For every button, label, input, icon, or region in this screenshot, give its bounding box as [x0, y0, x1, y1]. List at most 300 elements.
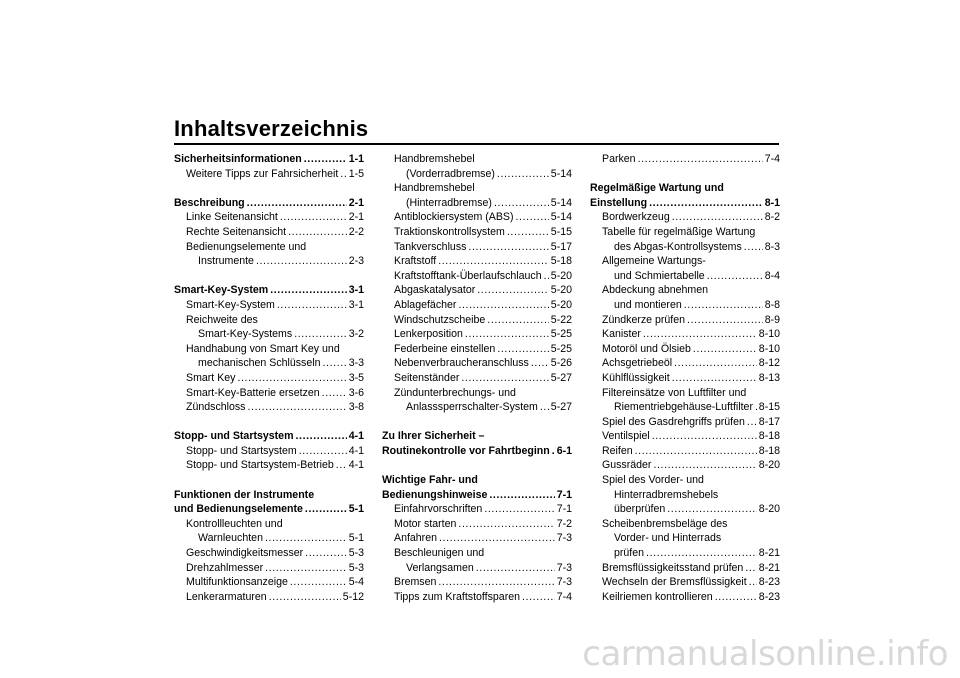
toc-entry[interactable]: [382, 181, 572, 196]
toc-entry-title: Lenkerarmaturen: [186, 590, 267, 603]
toc-entry-title: Beschleunigen und: [394, 547, 485, 560]
toc-page-number: 5-26: [550, 357, 572, 370]
toc-entry-title: Reichweite des: [186, 313, 258, 326]
toc-page-number: 8-4: [764, 269, 780, 282]
toc-entry[interactable]: [382, 502, 572, 517]
toc-leader-dots: [707, 269, 763, 284]
toc-entry-title: Bremsflüssigkeitsstand prüfen: [602, 561, 744, 574]
toc-entry[interactable]: [382, 327, 572, 342]
toc-entry-title: Kanister: [602, 328, 641, 341]
toc-leader-dots: [652, 429, 757, 444]
toc-entry[interactable]: [382, 400, 572, 415]
toc-entry[interactable]: [590, 313, 780, 328]
toc-entry[interactable]: [590, 531, 780, 546]
toc-entry[interactable]: [590, 269, 780, 284]
toc-leader-dots: [638, 152, 763, 167]
toc-page-number: 5-14: [550, 167, 572, 180]
toc-section-heading[interactable]: [382, 488, 572, 503]
toc-page-number: 7-1: [556, 503, 572, 516]
toc-entry-title: Drehzahlmesser: [186, 561, 264, 574]
toc-page-number: 4-1: [348, 459, 364, 472]
toc-entry[interactable]: [590, 298, 780, 313]
toc-entry[interactable]: [174, 517, 364, 532]
toc-page-number: 5-14: [550, 196, 572, 209]
toc-entry-title: Funktionen der Instrumente: [174, 488, 315, 501]
page-title: Inhaltsverzeichnis: [174, 116, 369, 141]
toc-spacer: [382, 415, 572, 430]
toc-entry[interactable]: [174, 458, 364, 473]
toc-leader-dots: [643, 327, 757, 342]
toc-page-number: 8-12: [758, 357, 780, 370]
toc-page-number: 8-13: [758, 371, 780, 384]
toc-entry[interactable]: [590, 371, 780, 386]
toc-page-number: 8-8: [764, 298, 780, 311]
toc-entry-title: Kraftstofftank-Überlaufschlauch: [394, 269, 542, 282]
toc-entry-title: Kontrollleuchten und: [186, 517, 283, 530]
toc-entry-title: Smart-Key-Systems: [198, 328, 293, 341]
toc-leader-dots: [458, 517, 554, 532]
toc-entry[interactable]: [174, 575, 364, 590]
toc-entry[interactable]: [590, 415, 780, 430]
toc-section-heading[interactable]: [174, 152, 364, 167]
toc-entry[interactable]: [590, 152, 780, 167]
toc-page-number: 8-18: [758, 430, 780, 443]
toc-entry-title: Stopp- und Startsystem: [186, 444, 297, 457]
toc-entry[interactable]: [174, 240, 364, 255]
toc-page-number: 5-1: [348, 532, 364, 545]
toc-leader-dots: [277, 298, 347, 313]
toc-entry[interactable]: [590, 254, 780, 269]
toc-leader-dots: [715, 590, 757, 605]
toc-leader-dots: [340, 167, 346, 182]
toc-entry-title: des Abgas-Kontrollsystems: [614, 240, 742, 253]
toc-entry[interactable]: [382, 342, 572, 357]
toc-page-number: 5-1: [348, 503, 364, 516]
toc-entry[interactable]: [382, 356, 572, 371]
toc-leader-dots: [465, 327, 549, 342]
toc-leader-dots: [323, 356, 347, 371]
toc-page-number: 8-21: [758, 547, 780, 560]
toc-entry-title: Zündkerze prüfen: [602, 313, 686, 326]
toc-entry-title: Wechseln der Bremsflüssigkeit: [602, 576, 747, 589]
toc-spacer: [174, 473, 364, 488]
toc-section-heading[interactable]: [590, 181, 780, 196]
toc-page-number: 7-1: [556, 488, 572, 501]
toc-page-number: 7-4: [556, 590, 572, 603]
toc-page-number: 1-1: [348, 153, 364, 165]
toc-leader-dots: [439, 531, 555, 546]
toc-entry[interactable]: [590, 386, 780, 401]
toc-entry[interactable]: [382, 371, 572, 386]
toc-entry-title: Filtereinsätze von Luftfilter und: [602, 386, 747, 399]
toc-entry-title: Spiel des Gasdrehgriffs prüfen: [602, 415, 745, 428]
toc-entry-title: Smart-Key-Batterie ersetzen: [186, 386, 320, 399]
toc-entry-title: Windschutzscheibe: [394, 313, 486, 326]
toc-entry[interactable]: [382, 517, 572, 532]
toc-page-number: 3-3: [348, 357, 364, 370]
toc-entry[interactable]: [590, 444, 780, 459]
toc-leader-dots: [269, 590, 341, 605]
toc-leader-dots: [336, 458, 347, 473]
toc-section-heading[interactable]: [382, 444, 572, 459]
toc-leader-dots: [749, 575, 757, 590]
toc-entry[interactable]: [590, 327, 780, 342]
toc-leader-dots: [247, 196, 347, 211]
toc-entry[interactable]: [590, 429, 780, 444]
toc-leader-dots: [265, 531, 347, 546]
toc-entry[interactable]: [590, 356, 780, 371]
toc-entry[interactable]: [590, 546, 780, 561]
toc-page-number: 2-2: [348, 225, 364, 238]
toc-leader-dots: [522, 590, 555, 605]
toc-entry[interactable]: [590, 575, 780, 590]
toc-entry[interactable]: [174, 356, 364, 371]
toc-entry[interactable]: [590, 342, 780, 357]
toc-leader-dots: [484, 502, 554, 517]
toc-entry[interactable]: [382, 386, 572, 401]
toc-page-number: 5-15: [550, 225, 572, 238]
toc-entry[interactable]: [590, 210, 780, 225]
toc-entry[interactable]: [174, 313, 364, 328]
toc-entry-title: Abgaskatalysator: [394, 284, 476, 297]
toc-entry-title: Smart Key: [186, 371, 236, 384]
toc-leader-dots: [237, 371, 346, 386]
toc-entry[interactable]: [590, 517, 780, 532]
toc-entry[interactable]: [382, 152, 572, 167]
toc-entry-title: Linke Seitenansicht: [186, 211, 278, 224]
toc-entry-title: Tankverschluss: [394, 240, 467, 253]
toc-entry[interactable]: [382, 210, 572, 225]
toc-entry[interactable]: [174, 327, 364, 342]
toc-page-number: 3-8: [348, 401, 364, 414]
toc-entry[interactable]: [382, 575, 572, 590]
toc-entry-title: Stopp- und Startsystem: [174, 430, 294, 443]
toc-entry-title: Traktionskontrollsystem: [394, 225, 505, 238]
toc-entry[interactable]: [590, 590, 780, 605]
toc-entry-title: Ventilspiel: [602, 430, 650, 443]
toc-entry[interactable]: [382, 167, 572, 182]
toc-entry-title: Motoröl und Ölsieb: [602, 342, 691, 355]
toc-column-3: [590, 152, 780, 604]
toc-entry-title: Sicherheitsinformationen: [174, 153, 302, 165]
toc-page-number: 7-2: [556, 517, 572, 530]
toc-page-number: 3-2: [348, 328, 364, 341]
toc-entry[interactable]: [382, 240, 572, 255]
toc-entry-title: Gussräder: [602, 459, 652, 472]
toc-entry-title: Einstellung: [590, 196, 648, 209]
toc-entry-title: Kühlflüssigkeit: [602, 371, 670, 384]
toc-entry-title: Zu Ihrer Sicherheit –: [382, 430, 485, 443]
toc-entry-title: Einfahrvorschriften: [394, 503, 483, 516]
toc-leader-dots: [438, 575, 554, 590]
toc-entry[interactable]: [382, 313, 572, 328]
toc-page-number: 8-23: [758, 576, 780, 589]
toc-entry-title: Nebenverbraucheranschluss: [394, 357, 529, 370]
toc-page-number: 5-25: [550, 328, 572, 341]
toc-page-number: 2-1: [348, 211, 364, 224]
toc-leader-dots: [684, 298, 763, 313]
toc-entry[interactable]: [174, 225, 364, 240]
toc-entry[interactable]: [174, 546, 364, 561]
toc-leader-dots: [745, 561, 756, 576]
toc-entry-title: Bremsen: [394, 576, 437, 589]
toc-page-number: 5-22: [550, 313, 572, 326]
toc-entry[interactable]: [382, 196, 572, 211]
toc-entry-title: Seitenständer: [394, 371, 460, 384]
toc-entry[interactable]: [382, 298, 572, 313]
toc-section-heading[interactable]: [590, 196, 780, 211]
toc-page-number: 5-3: [348, 547, 364, 560]
toc-entry[interactable]: [174, 400, 364, 415]
toc-leader-dots: [294, 327, 347, 342]
toc-leader-dots: [747, 415, 757, 430]
toc-entry[interactable]: [174, 167, 364, 182]
toc-leader-dots: [487, 313, 549, 328]
toc-section-heading[interactable]: [174, 429, 364, 444]
toc-leader-dots: [516, 210, 549, 225]
toc-entry-title: Wichtige Fahr- und: [382, 474, 478, 487]
toc-page-number: 5-3: [348, 561, 364, 574]
toc-entry-title: Tipps zum Kraftstoffsparen: [394, 590, 521, 603]
toc-page-number: 5-4: [348, 576, 364, 589]
toc-page-number: 5-17: [550, 240, 572, 253]
toc-leader-dots: [674, 356, 757, 371]
toc-page-number: 8-15: [758, 401, 780, 414]
toc-entry-title: und montieren: [614, 298, 682, 311]
toc-entry-title: Hinterradbremshebels: [614, 488, 719, 501]
toc-entry-title: Parken: [602, 153, 636, 165]
toc-entry[interactable]: [590, 488, 780, 503]
toc-spacer: [382, 458, 572, 473]
toc-page-number: 3-6: [348, 386, 364, 399]
toc-entry[interactable]: [174, 531, 364, 546]
toc-page-number: 3-1: [348, 284, 364, 297]
toc-leader-dots: [693, 342, 757, 357]
toc-leader-dots: [305, 502, 347, 517]
toc-page-number: 8-23: [758, 590, 780, 603]
toc-entry-title: Handhabung von Smart Key und: [186, 342, 340, 355]
toc-entry-title: Lenkerposition: [394, 328, 463, 341]
toc-leader-dots: [304, 152, 347, 167]
toc-page-number: 2-3: [348, 255, 364, 268]
toc-leader-dots: [635, 444, 757, 459]
toc-entry-title: Antiblockiersystem (ABS): [394, 211, 514, 224]
toc-entry[interactable]: [174, 254, 364, 269]
toc-leader-dots: [494, 196, 549, 211]
toc-entry[interactable]: [590, 240, 780, 255]
toc-section-heading[interactable]: [174, 488, 364, 503]
toc-entry-title: Reifen: [602, 444, 633, 457]
toc-page-number: 2-1: [348, 196, 364, 209]
toc-entry[interactable]: [174, 210, 364, 225]
toc-section-heading[interactable]: [174, 283, 364, 298]
toc-page-number: 6-1: [556, 444, 572, 457]
toc-entry-title: Geschwindigkeitsmesser: [186, 547, 304, 560]
toc-section-heading[interactable]: [382, 429, 572, 444]
toc-entry-title: Motor starten: [394, 517, 457, 530]
toc-entry-title: Stopp- und Startsystem-Betrieb: [186, 459, 334, 472]
toc-leader-dots: [497, 342, 548, 357]
toc-leader-dots: [280, 210, 347, 225]
toc-entry-title: Anlasssperrschalter-System: [406, 401, 538, 414]
toc-spacer: [590, 167, 780, 182]
toc-entry-title: Zündschloss: [186, 401, 246, 414]
toc-entry[interactable]: [174, 561, 364, 576]
toc-leader-dots: [461, 371, 548, 386]
toc-page-number: 5-20: [550, 284, 572, 297]
toc-entry-title: Federbeine einstellen: [394, 342, 496, 355]
toc-entry-title: und Schmiertabelle: [614, 269, 705, 282]
toc-section-heading[interactable]: [174, 502, 364, 517]
toc-page-number: 5-25: [550, 342, 572, 355]
toc-leader-dots: [270, 283, 346, 298]
toc-leader-dots: [667, 502, 757, 517]
toc-page-number: 1-5: [348, 167, 364, 180]
toc-entry-title: Weitere Tipps zur Fahrsicherheit: [186, 167, 339, 180]
toc-column-1: [174, 152, 364, 604]
toc-entry[interactable]: [382, 561, 572, 576]
toc-entry[interactable]: [382, 283, 572, 298]
toc-page-number: 5-27: [550, 371, 572, 384]
toc-entry-title: überprüfen: [614, 503, 666, 516]
toc-leader-dots: [507, 225, 549, 240]
toc-entry-title: Ablagefächer: [394, 298, 457, 311]
toc-spacer: [174, 181, 364, 196]
toc-leader-dots: [744, 240, 763, 255]
toc-entry[interactable]: [174, 298, 364, 313]
toc-entry-title: Smart-Key-System: [174, 284, 269, 297]
toc-entry[interactable]: [382, 225, 572, 240]
toc-page-number: 3-5: [348, 371, 364, 384]
toc-entry-title: Anfahren: [394, 532, 437, 545]
toc-entry-title: Scheibenbremsbeläge des: [602, 517, 728, 530]
toc-page-number: 8-20: [758, 503, 780, 516]
toc-leader-dots: [497, 167, 549, 182]
toc-entry[interactable]: [590, 283, 780, 298]
toc-page-number: 5-12: [342, 590, 364, 603]
toc-entry[interactable]: [174, 590, 364, 605]
toc-page-number: 8-2: [764, 211, 780, 224]
toc-entry-title: Riementriebgehäuse-Luftfilter: [614, 401, 753, 414]
toc-page-number: 5-14: [550, 211, 572, 224]
toc-entry-title: Zündunterbrechungs- und: [394, 386, 516, 399]
toc-leader-dots: [247, 400, 346, 415]
toc-leader-dots: [646, 546, 757, 561]
toc-leader-dots: [477, 283, 549, 298]
toc-page-number: 8-20: [758, 459, 780, 472]
toc-page-number: 4-1: [348, 430, 364, 443]
toc-leader-dots: [687, 313, 763, 328]
toc-page-number: 4-1: [348, 444, 364, 457]
toc-entry-title: Vorder- und Hinterrads: [614, 532, 722, 545]
toc-page-number: 5-20: [550, 269, 572, 282]
toc-entry-title: Tabelle für regelmäßige Wartung: [602, 225, 756, 238]
toc-entry-title: Routinekontrolle vor Fahrtbeginn: [382, 444, 550, 457]
toc-entry[interactable]: [382, 531, 572, 546]
toc-section-heading[interactable]: [382, 473, 572, 488]
toc-page-number: 8-1: [764, 196, 780, 209]
toc-entry-title: Bordwerkzeug: [602, 211, 670, 224]
toc-leader-dots: [288, 225, 347, 240]
toc-page-number: 7-3: [556, 532, 572, 545]
toc-entry[interactable]: [174, 371, 364, 386]
toc-page-number: 5-18: [550, 255, 572, 268]
toc-page-number: 8-18: [758, 444, 780, 457]
toc-leader-dots: [489, 488, 554, 503]
toc-entry-title: und Bedienungselemente: [174, 503, 303, 516]
toc-page-number: 7-3: [556, 576, 572, 589]
toc-entry-title: Multifunktionsanzeige: [186, 576, 288, 589]
toc-page-number: 8-17: [758, 415, 780, 428]
toc-leader-dots: [649, 196, 763, 211]
toc-leader-dots: [299, 444, 347, 459]
toc-entry-title: mechanischen Schlüsseln: [198, 357, 321, 370]
toc-entry-title: Bedienungselemente und: [186, 240, 307, 253]
toc-entry[interactable]: [382, 254, 572, 269]
watermark: carmanualsonline.info: [582, 634, 948, 674]
toc-entry[interactable]: [590, 473, 780, 488]
toc-leader-dots: [544, 269, 549, 284]
toc-entry-title: Achsgetriebeöl: [602, 357, 673, 370]
toc-entry-title: (Vorderradbremse): [406, 167, 495, 180]
toc-leader-dots: [296, 429, 347, 444]
toc-entry[interactable]: [174, 342, 364, 357]
toc-entry-title: prüfen: [614, 547, 645, 560]
toc-page-number: 5-20: [550, 298, 572, 311]
toc-page-number: 8-21: [758, 561, 780, 574]
toc-leader-dots: [755, 400, 757, 415]
toc-entry-title: Handbremshebel: [394, 182, 475, 195]
toc-entry[interactable]: [382, 590, 572, 605]
toc-entry-title: Regelmäßige Wartung und: [590, 182, 724, 195]
toc-entry[interactable]: [174, 444, 364, 459]
toc-page-number: 8-10: [758, 328, 780, 341]
toc-entry[interactable]: [590, 458, 780, 473]
toc-page-number: 8-9: [764, 313, 780, 326]
toc-section-heading[interactable]: [174, 196, 364, 211]
toc-spacer: [174, 415, 364, 430]
toc-leader-dots: [290, 575, 347, 590]
toc-leader-dots: [265, 561, 347, 576]
toc-page-number: 8-3: [764, 240, 780, 253]
toc-page-number: 7-4: [764, 153, 780, 165]
toc-entry[interactable]: [174, 386, 364, 401]
toc-entry[interactable]: [590, 225, 780, 240]
toc-leader-dots: [531, 356, 549, 371]
toc-leader-dots: [653, 458, 756, 473]
toc-entry-title: Allgemeine Wartungs-: [602, 255, 706, 268]
toc-entry-title: Beschreibung: [174, 196, 245, 209]
toc-entry[interactable]: [382, 546, 572, 561]
toc-entry[interactable]: [590, 502, 780, 517]
toc-entry-title: Warnleuchten: [198, 532, 263, 545]
toc-entry[interactable]: [590, 400, 780, 415]
toc-page-number: 3-1: [348, 298, 364, 311]
toc-page-number: 7-3: [556, 561, 572, 574]
toc-entry-title: Instrumente: [198, 255, 254, 268]
toc-entry[interactable]: [382, 269, 572, 284]
title-rule: [174, 143, 779, 145]
toc-entry-title: (Hinterradbremse): [406, 196, 492, 209]
toc-entry-title: Spiel des Vorder- und: [602, 474, 704, 487]
toc-leader-dots: [476, 561, 555, 576]
toc-entry[interactable]: [590, 561, 780, 576]
toc-leader-dots: [540, 400, 549, 415]
toc-leader-dots: [256, 254, 347, 269]
toc-entry-title: Rechte Seitenansicht: [186, 225, 287, 238]
toc-leader-dots: [438, 254, 549, 269]
toc-page-number: 8-10: [758, 342, 780, 355]
